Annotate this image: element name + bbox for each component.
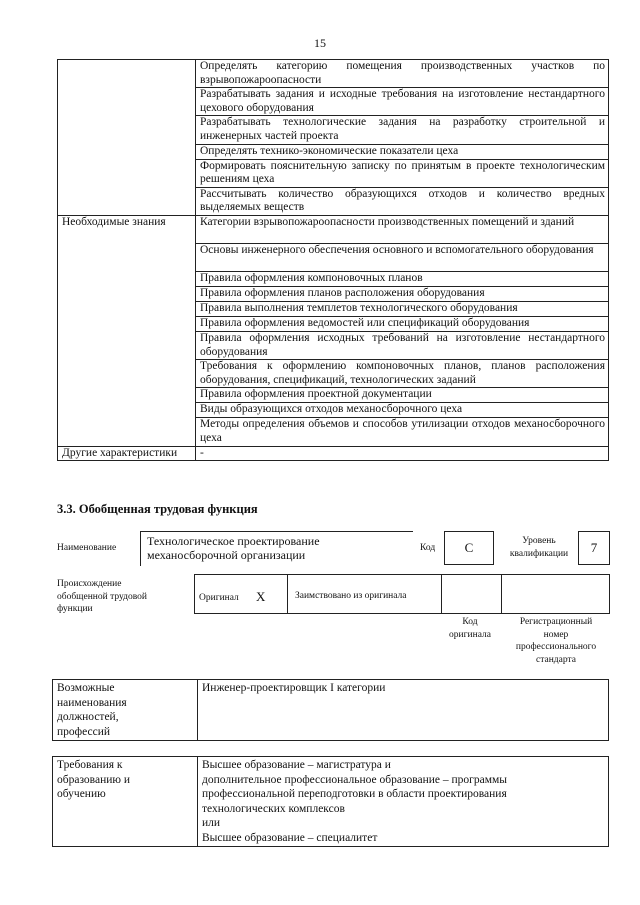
skill-item: Формировать пояснительную записку по принятым в проекте технологическим решениям цеха bbox=[196, 159, 609, 187]
table-row bbox=[58, 215, 609, 243]
positions-table bbox=[52, 679, 609, 741]
table-row bbox=[53, 680, 609, 741]
knowledge-item: Правила оформления исходных требований на изготовление нестандартного оборудования bbox=[196, 331, 609, 359]
level-box bbox=[578, 531, 610, 565]
registration-number-label bbox=[502, 616, 610, 666]
name-box bbox=[140, 531, 413, 566]
section-title: 3.3. Обобщенная трудовая функция bbox=[57, 502, 258, 516]
knowledge-item: Виды образующихся отходов механосборочного цеха bbox=[196, 403, 609, 418]
knowledge-item: Правила оформления компоновочных планов bbox=[196, 271, 609, 286]
education-line-1: Высшее образование – магистратура и bbox=[202, 759, 391, 771]
reg-number-line-4: стандарта bbox=[536, 654, 576, 665]
knowledge-item: Правила оформления проектной документации bbox=[196, 388, 609, 403]
knowledge-item: Требования к оформлению компоновочных планов, планов расположения оборудования, спецификаций, технологических заданий bbox=[196, 360, 609, 388]
skill-item: Разрабатывать технологические задания на разработку строительной и инженерных частей проекта bbox=[196, 116, 609, 144]
code-original-line-2: оригинала bbox=[449, 629, 491, 640]
origin-box bbox=[194, 574, 610, 614]
origin-label-line-2: обобщенной трудовой bbox=[57, 591, 147, 602]
skill-item: Разрабатывать задания и исходные требования на изготовление нестандартного цехового оборудования bbox=[196, 88, 609, 116]
positions-label-line-1: Возможные bbox=[57, 682, 115, 694]
skill-item: Определять технико-экономические показатели цеха bbox=[196, 144, 609, 159]
skills-label-cell bbox=[58, 60, 196, 216]
education-line-2: дополнительное профессиональное образование – программы bbox=[202, 773, 507, 786]
divider bbox=[287, 575, 288, 613]
knowledge-item: Основы инженерного обеспечения основного и вспомогательного оборудования bbox=[196, 243, 609, 271]
knowledge-item: Правила оформления планов расположения оборудования bbox=[196, 286, 609, 301]
education-label-line-2: образованию и bbox=[57, 773, 130, 786]
code-value: C bbox=[464, 540, 474, 555]
education-line-3: профессиональной переподготовки в области проектирования bbox=[202, 788, 507, 800]
name-line-2: механосборочной организации bbox=[147, 548, 306, 562]
knowledge-label: Необходимые знания bbox=[58, 215, 196, 446]
reg-number-line-2: номер bbox=[543, 629, 569, 640]
origin-label-line-3: функции bbox=[57, 604, 93, 614]
reg-number-line-1: Регистрационный bbox=[519, 617, 593, 627]
level-label-line-2: квалификации bbox=[509, 549, 569, 559]
skills-knowledge-table bbox=[57, 59, 609, 461]
education-line-6: Высшее образование – специалитет bbox=[202, 831, 378, 844]
divider bbox=[501, 575, 502, 613]
positions-label-line-4: профессий bbox=[57, 725, 111, 738]
code-original-label bbox=[438, 616, 502, 641]
origin-label bbox=[57, 578, 147, 616]
knowledge-item: Правила выполнения темплетов технологического оборудования bbox=[196, 301, 609, 316]
positions-value: Инженер-проектировщик I категории bbox=[198, 680, 609, 741]
code-label: Код bbox=[420, 543, 436, 553]
skill-item: Определять категорию помещения производственных участков по взрывопожароопасности bbox=[196, 60, 609, 88]
original-mark: X bbox=[256, 589, 266, 604]
knowledge-item: Категории взрывопожароопасности производственных помещений и зданий bbox=[196, 215, 609, 243]
name-label: Наименование bbox=[57, 543, 117, 553]
knowledge-item: Правила оформления ведомостей или спецификаций оборудования bbox=[196, 316, 609, 331]
education-label bbox=[53, 757, 198, 847]
code-box bbox=[444, 531, 494, 565]
level-label bbox=[503, 535, 575, 561]
table-row bbox=[58, 446, 609, 461]
level-value: 7 bbox=[590, 540, 598, 555]
table-row bbox=[58, 60, 609, 88]
education-label-line-3: обучению bbox=[57, 788, 106, 800]
table-row bbox=[53, 757, 609, 847]
divider bbox=[441, 575, 442, 613]
name-line-1: Технологическое проектирование bbox=[147, 534, 320, 548]
skill-item: Рассчитывать количество образующихся отходов и количество вредных выделяемых веществ bbox=[196, 187, 609, 215]
knowledge-item: Методы определения объемов и способов утилизации отходов механосборочного цеха bbox=[196, 418, 609, 446]
origin-label-line-1: Происхождение bbox=[57, 579, 122, 589]
page-number: 15 bbox=[314, 36, 326, 50]
education-value bbox=[198, 757, 609, 847]
education-line-4: технологических комплексов bbox=[202, 802, 345, 815]
original-label: Оригинал bbox=[199, 593, 239, 603]
positions-label-line-2: наименования bbox=[57, 696, 127, 709]
borrowed-label: Заимствовано из оригинала bbox=[295, 591, 407, 601]
level-label-line-1: Уровень bbox=[522, 536, 556, 546]
other-value: - bbox=[196, 446, 609, 461]
education-line-5: или bbox=[202, 817, 221, 829]
reg-number-line-3: профессионального bbox=[515, 642, 597, 652]
education-label-line-1: Требования к bbox=[57, 759, 123, 771]
positions-label-line-3: должностей, bbox=[57, 711, 119, 723]
other-label: Другие характеристики bbox=[58, 446, 196, 461]
code-original-line-1: Код bbox=[462, 617, 478, 627]
positions-label bbox=[53, 680, 198, 741]
education-table bbox=[52, 756, 609, 847]
